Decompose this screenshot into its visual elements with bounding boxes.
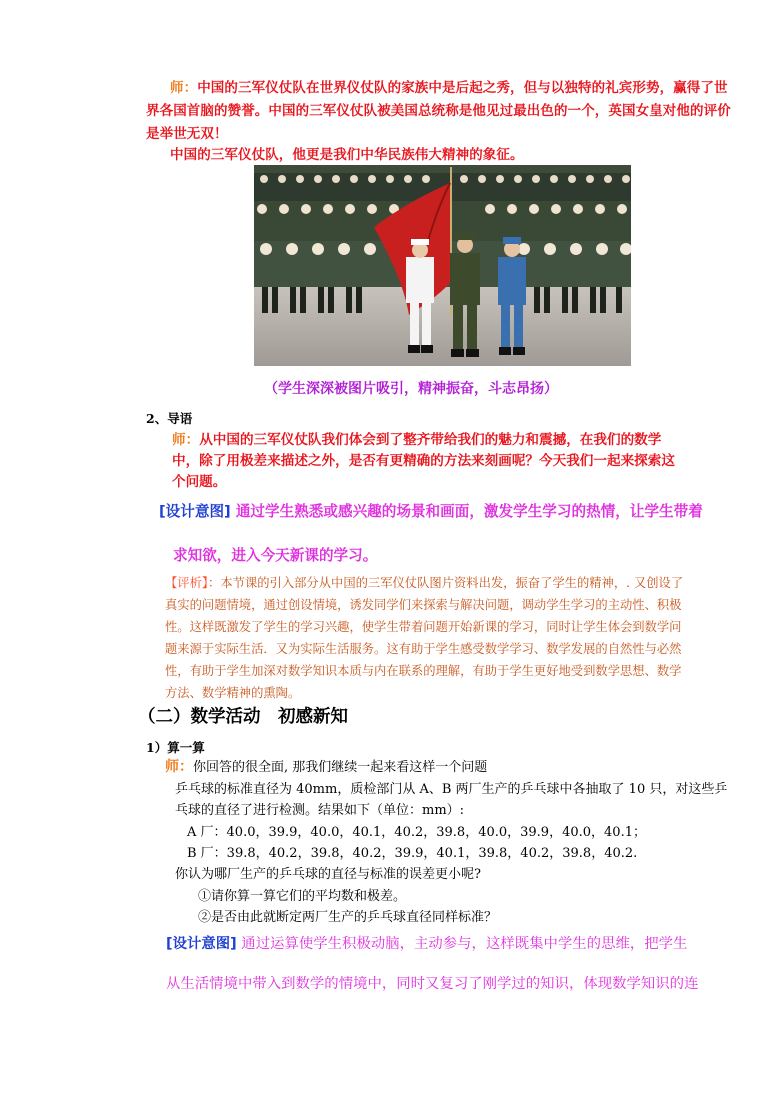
activity-teacher-line: 师：你回答的很全面, 那我们继续一起来看这样一个问题 (165, 759, 488, 775)
evaluation-line-6: 方法、数学精神的熏陶。 (165, 686, 301, 700)
section-title: （二）数学活动 初感新知 (138, 707, 348, 727)
question-2: ②是否由此就断定两厂生产的乒乓球直径同样标准？ (198, 910, 498, 925)
design-intent-1-line-2: 求知欲，进入今天新课的学习。 (173, 547, 378, 564)
design-intent-1-line-1: [设计意图] 通过学生熟悉或感兴趣的场景和画面，激发学生学习的热情，让学生带着 (159, 503, 703, 520)
intro-speech-line-1: 师：从中国的三军仪仗队我们体会到了整齐带给我们的魅力和震撼，在我们的数学 (172, 432, 662, 448)
evaluation-line-2: 真实的问题情境，通过创设情境，诱发同学们来探索与解决问题，调动学生学习的主动性、积极 (165, 598, 682, 612)
intro-line-1: 师：中国的三军仪仗队在世界仪仗队的家族中是后起之秀，但与以独特的礼宾形势，赢得了世 (170, 80, 728, 96)
teacher-label: 师： (165, 759, 193, 775)
teacher-label: 师： (172, 432, 200, 448)
problem-line-2: 乓球的直径了进行检测。结果如下（单位：mm）: (175, 803, 465, 818)
design-intent-2-line-1: [设计意图] 通过运算使学生积极动脑，主动参与，这样既集中学生的思维，把学生 (166, 936, 688, 952)
question-text: 你认为哪厂生产的乒乓球的直径与标准的误差更小呢? (175, 867, 481, 882)
factory-a-data: A 厂：40.0，39.9，40.0，40.1，40.2，39.8，40.0，39.9，40.0，40.1； (187, 825, 646, 840)
honor-guard-photo (254, 165, 631, 366)
intro-speech-line-3: 个问题。 (172, 474, 227, 490)
intro-speech-line-2: 中，除了用极差来描述之外，是否有更精确的方法来刻画呢？今天我们一起来探索这 (172, 453, 675, 469)
activity-heading: 1）算一算 (146, 740, 205, 755)
teacher-label: 师： (170, 80, 198, 96)
problem-line-1: 乒乓球的标准直径为 40mm，质检部门从 A、B 两厂生产的乒乓球中各抽取了 10 只，对这些乒 (175, 782, 728, 797)
evaluation-line-5: 性，有助于学生加深对数学知识本质与内在联系的理解，有助于学生更好地受到数学思想、数学 (165, 664, 682, 678)
design-intent-tag: [设计意图] (166, 936, 237, 952)
evaluation-line-4: 题来源于实际生活．又为实际生活服务。这有助于学生感受数学学习、数学发展的自然性与必然 (165, 642, 682, 656)
honor-guard-illustration (254, 165, 631, 366)
evaluation-line-1: 【评析】：本节课的引入部分从中国的三军仪仗队图片资料出发，振奋了学生的精神，. 又创设了 (165, 576, 684, 590)
intro-line-4: 中国的三军仪仗队，他更是我们中华民族伟大精神的象征。 (170, 147, 524, 163)
design-intent-tag: [设计意图] (159, 503, 231, 520)
factory-b-data: B 厂：39.8，40.2，39.8，40.2，39.9，40.1，39.8，40.2，39.8，40.2. (187, 846, 638, 861)
question-1: ①请你算一算它们的平均数和极差。 (198, 889, 407, 904)
evaluation-line-3: 性。这样既激发了学生的学习兴趣，使学生带着问题开始新课的学习，同时让学生体会到数学问 (165, 620, 682, 634)
photo-caption: （学生深深被图片吸引，精神振奋，斗志昂扬） (264, 381, 558, 397)
design-intent-2-line-2: 从生活情境中带入到数学的情境中，同时又复习了刚学过的知识，体现数学知识的连 (166, 976, 699, 992)
evaluation-tag: 【评析】 (165, 576, 209, 590)
intro-line-2: 界各国首脑的赞誉。中国的三军仪仗队被美国总统称是他见过最出色的一个，英国女皇对他的评价 (146, 103, 731, 119)
intro-line-3: 是举世无双！ (146, 126, 228, 142)
section-2-heading: 2、导语 (146, 411, 193, 426)
